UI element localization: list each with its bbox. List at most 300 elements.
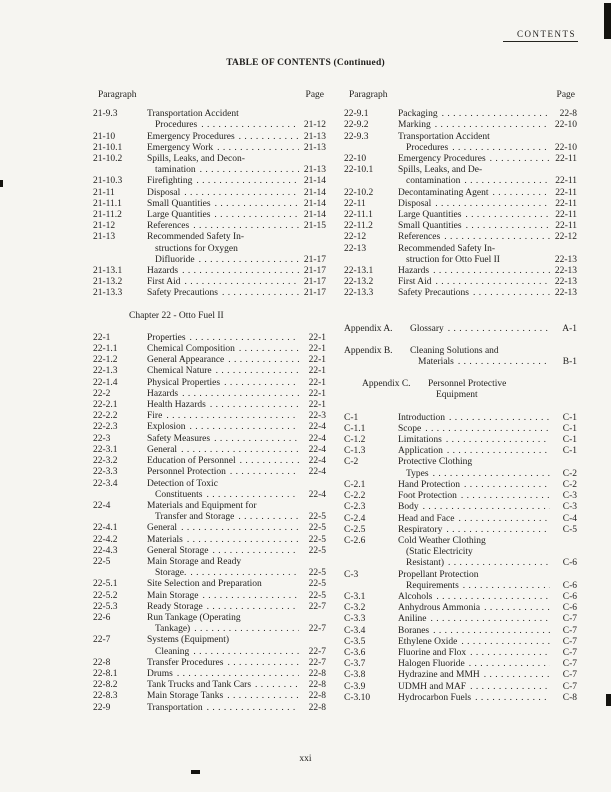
paragraph-number: C-2.1 [344,479,366,490]
page-number: 22-7 [308,601,326,612]
dot-leader [475,693,550,704]
dot-leader [448,558,550,569]
entry-line [147,658,326,669]
page-number: 22-11 [555,198,577,209]
page-number: 22-1 [308,355,326,366]
dot-leader [214,210,299,221]
entry-line [398,637,577,648]
entry-title [398,536,577,570]
entry-line [147,266,326,277]
page-number: 22-13 [554,254,577,265]
page-number: C-6 [562,591,577,602]
dot-leader [199,255,299,266]
entry-title [147,344,326,355]
entry-title [147,176,326,187]
dot-leader [214,434,299,445]
entry-line [398,120,577,131]
entry-line-text: Hazards [147,266,179,277]
entry-line [147,389,326,400]
entry-line [147,199,326,210]
dot-leader [239,344,299,355]
entry-line-text: Main Storage and Ready [147,556,242,567]
paragraph-number: C-3.7 [344,659,366,670]
entry-line-text: Disposal [147,187,181,198]
right-column-header [344,90,577,101]
entry-line-text: Cleaning Solutions and [410,345,499,356]
paragraph-number: 22-2.3 [93,422,118,433]
entry-title [398,424,577,435]
entry-line [147,579,326,590]
entry-title [398,232,577,243]
entry-line [147,647,326,658]
entry-line [147,691,326,702]
entry-title [398,188,577,199]
page-number: 21-14 [303,187,326,198]
entry-line [398,547,577,558]
toc-entry [93,422,326,433]
page-number: 22-5 [308,534,326,545]
paragraph-number: 22-5 [93,556,111,567]
page-number: C-1 [562,435,577,446]
entry-line-text: Difluoride [155,254,195,265]
entry-line-text: Hazards [398,266,430,277]
page-number: 21-17 [303,266,326,277]
entry-title [147,355,326,366]
entry-title [398,525,577,536]
page-number: 22-4 [308,489,326,500]
dot-leader [442,109,550,120]
entry-line [147,120,326,131]
page-number: 22-8 [308,702,326,713]
dot-leader [217,143,299,154]
toc-entry [344,165,577,187]
dot-leader [224,378,299,389]
dot-leader [207,490,299,501]
entry-line [398,659,577,670]
paragraph-number: C-3 [344,569,359,580]
toc-entry [344,244,577,266]
entry-line [147,288,326,299]
scan-artifact [606,694,611,706]
toc-entry [93,635,326,657]
entry-line-text: Procedures [406,142,449,153]
entry-title [147,210,326,221]
entry-title [147,456,326,467]
dot-leader [240,456,299,467]
toc-entry [344,570,577,592]
entry-line [147,490,326,501]
entry-line-text: Hydrazine and MMH [398,670,480,681]
entry-line-text: Aniline [398,614,427,625]
entry-title [147,266,326,277]
entry-title [398,266,577,277]
entry-line [147,366,326,377]
folio-number: xxi [299,754,312,764]
row-spacer [344,335,577,346]
paragraph-number: C-1.2 [344,435,366,446]
entry-line-text: Head and Face [398,513,455,524]
paragraph-number: 22-2.1 [93,400,118,411]
entry-line [398,502,577,513]
page-number: 21-12 [303,120,326,131]
entry-line-text: General Storage [147,545,209,556]
toc-entry [93,143,326,154]
entry-line-text: Limitations [398,435,442,446]
entry-line [147,355,326,366]
dot-leader [466,221,550,232]
paragraph-number: C-3.9 [344,681,366,692]
paragraph-number: C-2 [344,457,359,468]
entry-line-text: Chemical Nature [147,366,212,377]
toc-entry [344,502,577,513]
entry-line-text: Body [398,502,419,513]
toc-entry [93,400,326,411]
toc-entry [344,288,577,299]
dot-leader [207,602,299,613]
entry-title [398,592,577,603]
page-number: 22-13 [554,266,577,277]
paragraph-number: C-3.8 [344,670,366,681]
entry-line-text: Transfer Procedures [147,657,224,668]
toc-entry [93,579,326,590]
paragraph-number: 22-13.3 [344,288,374,299]
entry-line-text: Disposal [398,198,432,209]
page-number: C-7 [562,636,577,647]
page-number: C-7 [562,614,577,625]
entry-line-text: Safety Precautions [147,288,218,299]
toc-entry [93,378,326,389]
page-number: 22-7 [308,624,326,635]
dot-leader [465,210,550,221]
paragraph-number: 21-11.2 [93,210,122,221]
running-header [503,24,578,42]
toc-entry [93,355,326,366]
dot-leader [187,535,299,546]
dot-leader [182,389,299,400]
paragraph-number: 22-9.1 [344,109,369,120]
page-number: 22-8 [308,691,326,702]
page-header: Page [305,90,324,100]
dot-leader [435,120,550,131]
toc-entry [93,501,326,523]
page-number: 22-1 [308,366,326,377]
entry-line [147,535,326,546]
toc-body [93,90,577,714]
entry-line-text: Decontaminating Agent [398,187,489,198]
page-number: 22-12 [554,232,577,243]
entry-title [398,446,577,457]
paragraph-number: 22-6 [93,612,111,623]
entry-line [398,277,577,288]
paragraph-header: Paragraph [98,90,137,100]
paragraph-number: 22-3.3 [93,467,118,478]
toc-entry [93,389,326,400]
entry-line-text: Halogen Fluoride [398,659,465,670]
entry-line [147,635,326,646]
entry-line-text: Emergency Procedures [147,131,235,142]
entry-line [147,568,326,579]
toc-entry [93,132,326,143]
entry-line-text: Recommended Safety In- [398,243,496,254]
page-number: C-7 [562,659,577,670]
entry-line-text: First Aid [147,277,181,288]
toc-entry [344,603,577,614]
row-spacer [344,300,577,324]
dot-leader [190,333,299,344]
paragraph-number: 22-11 [344,198,366,209]
entry-line-text: Personnel Protective [428,379,507,390]
page-number: C-6 [562,580,577,591]
entry-line-text: structions for Oxygen [155,243,238,254]
page-number: C-6 [562,558,577,569]
entry-line-text: Education of Personnel [147,456,236,467]
entry-title [147,501,326,523]
paragraph-number: 22-4 [93,500,111,511]
dot-leader [436,277,550,288]
dot-leader [433,626,550,637]
page-number: C-7 [562,625,577,636]
entry-title [147,613,326,635]
dot-leader [470,648,550,659]
entry-line [398,266,577,277]
toc-entry [93,669,326,680]
paragraph-number: 21-13 [93,232,116,243]
entry-line [398,176,577,187]
entry-line [398,570,577,581]
toc-entry [93,479,326,501]
dot-leader [230,467,299,478]
entry-line-text: Alcohols [398,591,433,602]
entry-line [147,512,326,523]
entry-title [147,199,326,210]
entry-title [147,132,326,143]
entry-title [398,637,577,648]
paragraph-number: C-2.2 [344,491,366,502]
entry-line [398,558,577,569]
toc-entry [344,693,577,704]
entry-line-text: Transportation Accident [398,131,490,142]
paragraph-number: 22-11.1 [344,210,373,221]
toc-entry [362,379,577,401]
entry-title [147,109,326,131]
page-number: C-2 [562,468,577,479]
toc-entry [344,614,577,625]
entry-line [147,132,326,143]
dot-leader [181,445,299,456]
toc-entry [93,154,326,176]
entry-line [398,525,577,536]
dot-leader [470,682,550,693]
dot-leader [461,637,550,648]
entry-line-text: Propellant Protection [398,569,479,580]
paragraph-number: 22-3.4 [93,478,118,489]
paragraph-number: 21-10.3 [93,176,123,187]
dot-leader [193,647,299,658]
entry-line [398,626,577,637]
entry-line [147,624,326,635]
entry-line [147,523,326,534]
dot-leader [436,592,550,603]
entry-line [428,390,577,401]
toc-entry [344,446,577,457]
entry-line-text: Fluorine and Flox [398,647,467,658]
paragraph-number: C-3.4 [344,625,366,636]
dot-leader [166,411,299,422]
toc-entry [344,435,577,446]
dot-leader [461,491,550,502]
entry-line [398,457,577,468]
paragraph-number: 22-1.2 [93,355,118,366]
entry-line [398,132,577,143]
dot-leader [446,525,550,536]
dot-leader [458,514,550,525]
entry-line-text: Hydrocarbon Fuels [398,692,472,703]
entry-title [147,535,326,546]
page-number: 21-13 [303,142,326,153]
entry-title [147,143,326,154]
row-spacer [93,300,326,311]
paragraph-number: 22-8.2 [93,680,118,691]
entry-line-text: Equipment [436,390,478,401]
entry-line-text: Boranes [398,625,430,636]
dot-leader [182,266,299,277]
toc-entry [93,266,326,277]
paragraph-number: 22-3.1 [93,444,118,455]
page-number: B-1 [562,357,577,368]
entry-title [398,480,577,491]
entry-line-text: Foot Protection [398,491,457,502]
toc-entry [344,221,577,232]
page-number: 22-5 [308,579,326,590]
dot-leader [201,120,299,131]
paragraph-number: Appendix C. [362,379,411,390]
dot-leader [469,659,550,670]
entry-line [410,324,577,335]
entry-line [398,682,577,693]
entry-line [147,176,326,187]
entry-title [147,389,326,400]
entry-title [147,188,326,199]
toc-entry [344,682,577,693]
paragraph-header: Paragraph [349,90,388,100]
toc-entry [93,591,326,602]
entry-title [398,502,577,513]
entry-line-text: General [147,444,178,455]
entry-title [428,379,577,401]
paragraph-number: C-3.6 [344,647,366,658]
page-number: C-4 [562,513,577,524]
toc-entry [93,557,326,579]
page-footer [0,754,611,764]
toc-entry [344,525,577,536]
toc-entry [344,637,577,648]
entry-line [398,536,577,547]
left-column-rows [93,109,326,714]
dot-leader [227,658,299,669]
toc-columns [93,109,577,714]
toc-entry [344,109,577,120]
entry-line-text: Large Quantities [398,210,462,221]
entry-title [398,670,577,681]
toc-entry [93,535,326,546]
paragraph-number: 22-3.2 [93,456,118,467]
toc-entry [344,266,577,277]
entry-line [398,480,577,491]
entry-line-text: Tank Trucks and Tank Cars [147,680,252,691]
page-number: C-1 [562,446,577,457]
toc-entry [93,344,326,355]
toc-entry [93,333,326,344]
toc-entry [93,221,326,232]
left-column-header [93,90,326,101]
dot-leader [493,188,551,199]
toc-entry [93,680,326,691]
entry-line-text: General Appearance [147,355,225,366]
paragraph-number: C-3.3 [344,614,366,625]
toc-entry [344,670,577,681]
paragraph-number: Appendix A. [344,323,393,334]
page-number: 22-1 [308,388,326,399]
paragraph-number: 22-12 [344,232,367,243]
paragraph-number: 22-5.2 [93,590,118,601]
toc-entry [344,648,577,659]
entry-line-text: Emergency Procedures [398,154,486,165]
paragraph-number: 22-2 [93,388,111,399]
dot-leader [239,132,299,143]
dot-leader [238,512,299,523]
paragraph-number: 22-5.1 [93,579,118,590]
entry-line-text: Constituents [155,489,203,500]
row-spacer [344,402,577,413]
entry-line [147,422,326,433]
entry-line [147,669,326,680]
page-number: 21-17 [303,288,326,299]
entry-line [147,255,326,266]
paragraph-number: 22-9.2 [344,120,369,131]
entry-line [147,232,326,243]
entry-line-text: Firefighting [147,176,193,187]
dot-leader [433,266,550,277]
toc-entry [344,480,577,491]
entry-line [147,456,326,467]
page-number: 22-8 [308,668,326,679]
paragraph-number: 22-1.4 [93,377,118,388]
entry-title [147,591,326,602]
paragraph-number: 21-13.3 [93,288,123,299]
chapter-heading: Chapter 22 - Otto Fuel II [129,310,224,321]
page-number: 22-1 [308,344,326,355]
entry-title [398,491,577,502]
entry-line-text: Detection of Toxic [147,478,218,489]
dot-leader [194,624,299,635]
entry-line-text: Transportation [147,702,203,713]
toc-entry [344,120,577,131]
toc-entry [93,703,326,714]
entry-line-text: Safety Measures [147,433,211,444]
entry-line-text: Materials [147,534,183,545]
toc-entry [93,277,326,288]
entry-title [147,579,326,590]
dot-leader [435,199,550,210]
entry-line-text: Requirements [406,580,459,591]
scan-artifact [0,180,3,187]
page-number: 21-13 [303,131,326,142]
entry-line [428,379,577,390]
page-number: 21-14 [303,210,326,221]
toc-entry [93,434,326,445]
toc-entry [93,658,326,669]
entry-line [398,592,577,603]
